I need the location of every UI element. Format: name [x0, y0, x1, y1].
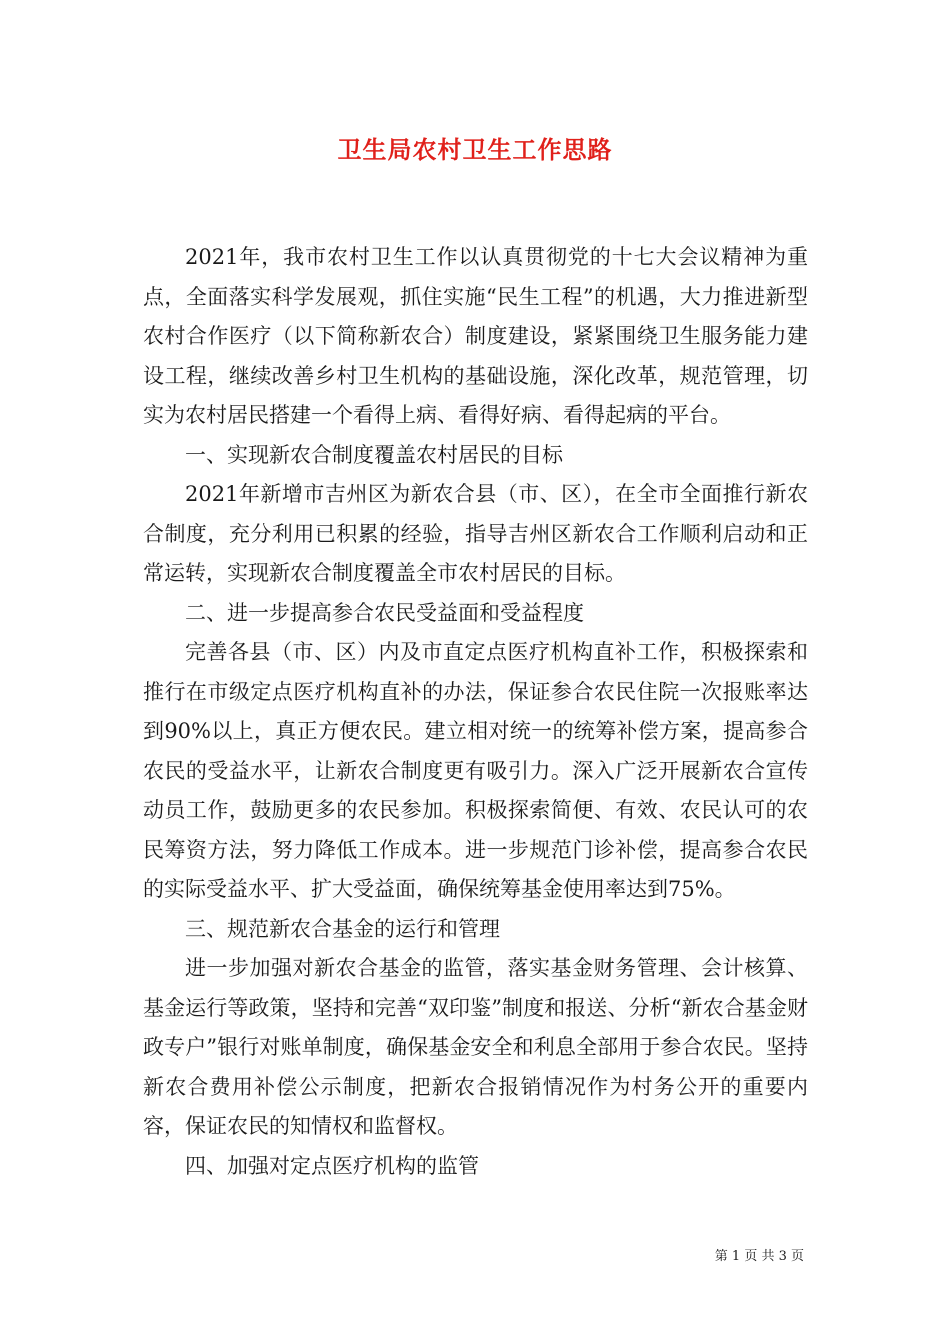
section-heading-4: 四、加强对定点医疗机构的监管	[185, 1153, 479, 1178]
paragraph-section-1: 2021年新增市吉州区为新农合县（市、区），在全市全面推行新农合制度，充分利用已积累的经验，指导吉州区新农合工作顺利启动和正常运转，实现新农合制度覆盖全市农村居民的目标。	[143, 482, 808, 585]
section-heading-3: 三、规范新农合基金的运行和管理	[185, 916, 500, 941]
document-title: 卫生局农村卫生工作思路	[337, 136, 613, 164]
paragraph-section-3: 进一步加强对新农合基金的监管，落实基金财务管理、会计核算、基金运行等政策，坚持和完善“双印鉴”制度和报送、分析“新农合基金财政专户”银行对账单制度，确保基金安全和利息全部用于参合农民。坚持新农合费用补偿公示制度，把新农合报销情况作为村务公开的重要内容，保证农民的知情权和监督权。	[143, 956, 808, 1138]
paragraph-section-2: 完善各县（市、区）内及市直定点医疗机构直补工作，积极探索和推行在市级定点医疗机构直补的办法，保证参合农民住院一次报账率达到90%以上，真正方便农民。建立相对统一的统筹补偿方案，提高参合农民的受益水平，让新农合制度更有吸引力。深入广泛开展新农合宣传动员工作，鼓励更多的农民参加。积极探索简便、有效、农民认可的农民筹资方法，努力降低工作成本。进一步规范门诊补偿，提高参合农民的实际受益水平、扩大受益面，确保统筹基金使用率达到75%。	[143, 640, 808, 901]
paragraph-intro: 2021年，我市农村卫生工作以认真贯彻党的十七大会议精神为重点，全面落实科学发展观，抓住实施“民生工程”的机遇，大力推进新型农村合作医疗（以下简称新农合）制度建设，紧紧围绕卫生服务能力建设工程，继续改善乡村卫生机构的基础设施，深化改革，规范管理，切实为农村居民搭建一个看得上病、看得好病、看得起病的平台。	[143, 245, 808, 427]
section-heading-1: 一、实现新农合制度覆盖农村居民的目标	[185, 442, 563, 467]
section-heading-2: 二、进一步提高参合农民受益面和受益程度	[185, 600, 584, 625]
document-body	[143, 238, 808, 1186]
page-number: 第 1 页 共 3 页	[714, 1249, 804, 1264]
